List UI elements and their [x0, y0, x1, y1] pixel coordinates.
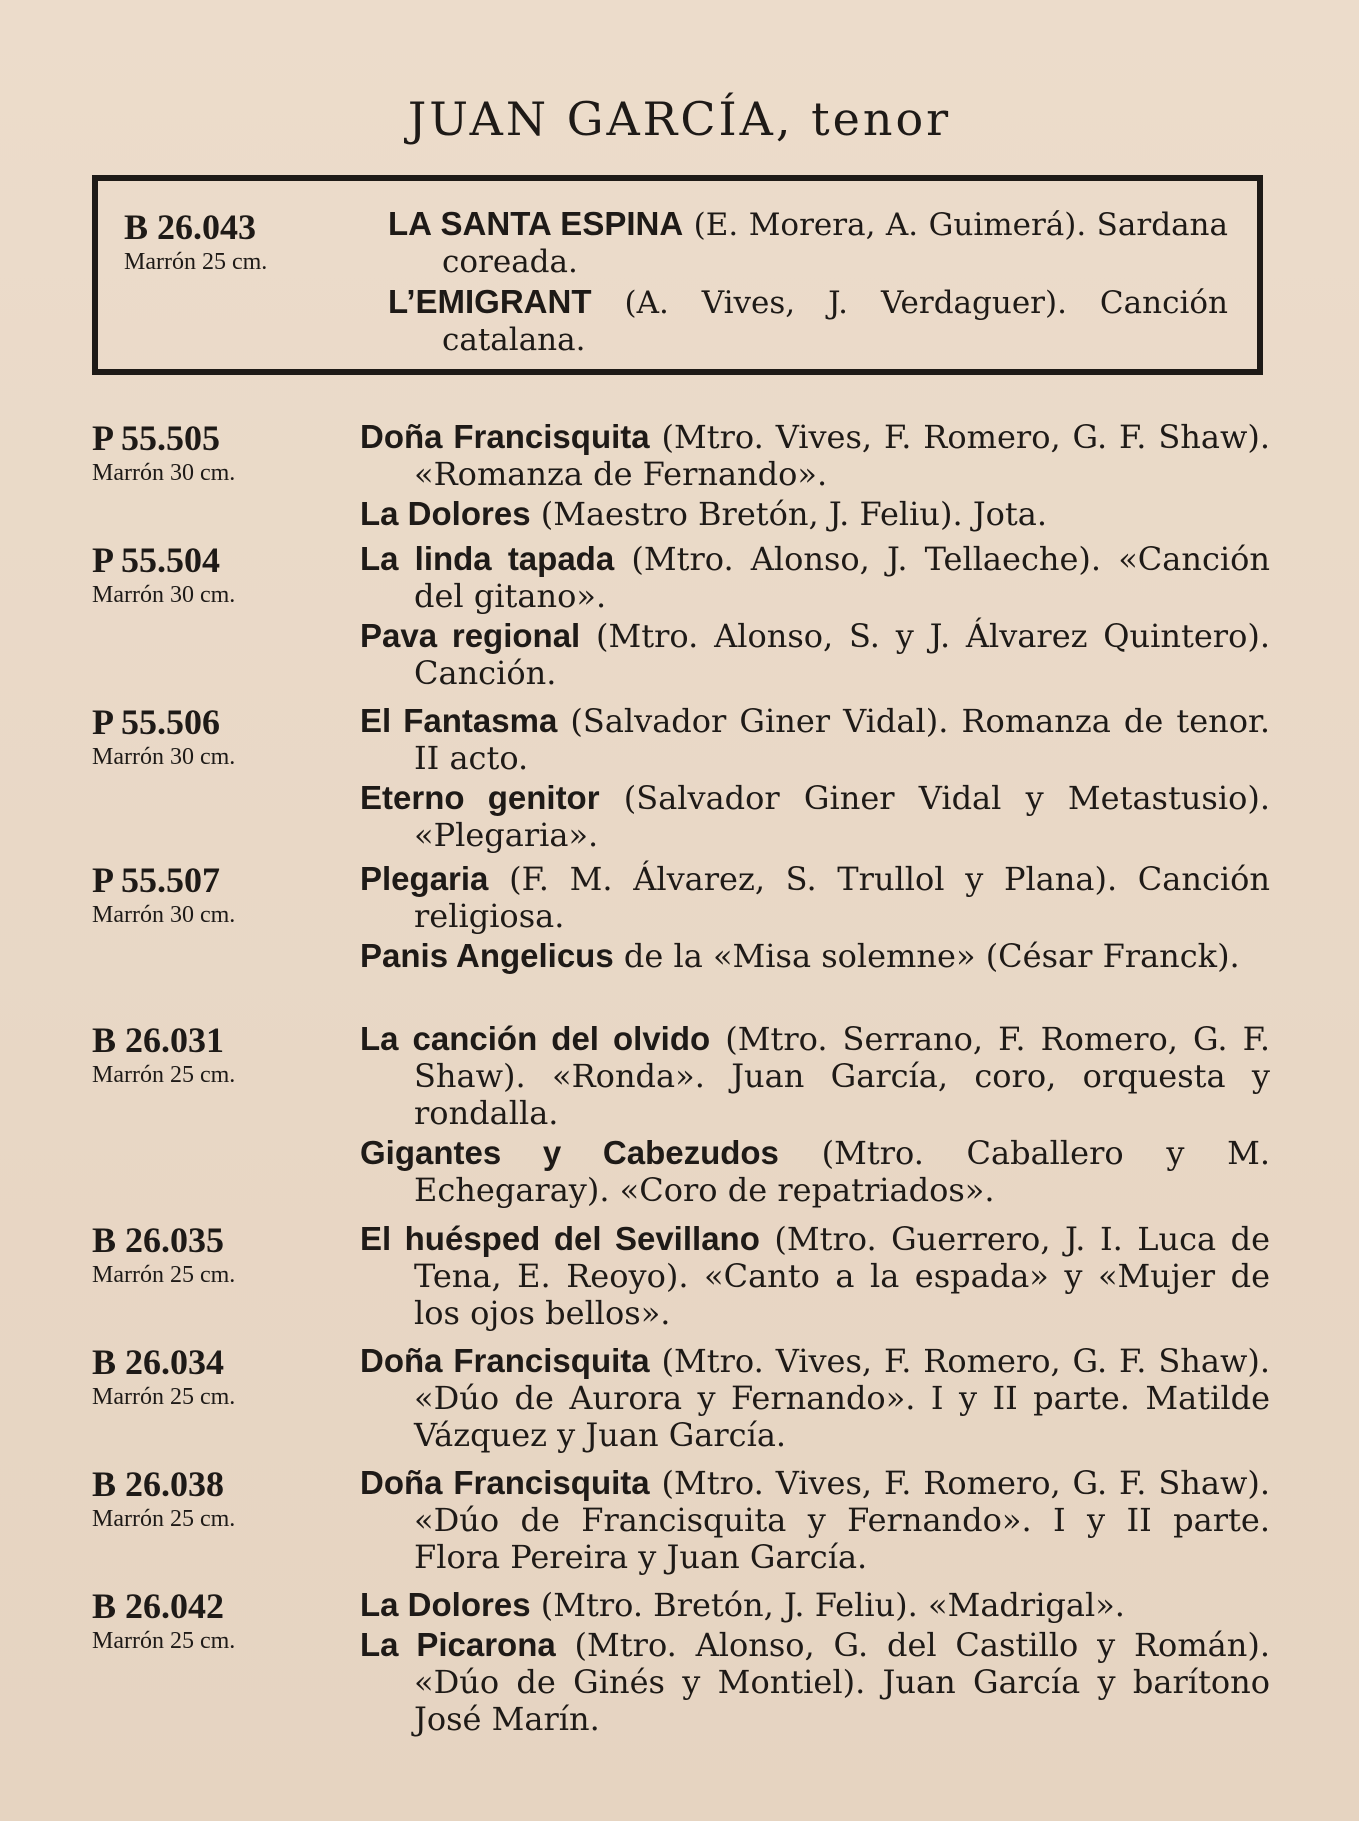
record-format: Marrón 30 cm. [92, 460, 236, 486]
song-entry [360, 1626, 1270, 1738]
song-title: La linda tapada [360, 540, 615, 577]
song-entry [360, 617, 1270, 692]
song-title: Doña Francisquita [360, 1342, 650, 1379]
song-title: Doña Francisquita [360, 418, 650, 455]
record-format: Marrón 25 cm. [92, 1262, 236, 1288]
song-details: (Mtro. Serrano, F. Romero, G. F. Shaw). «Ronda». Juan García, coro, orquesta y rondalla. [414, 1020, 1271, 1132]
song-entry [360, 1586, 1270, 1624]
record-format: Marrón 25 cm. [92, 1384, 236, 1410]
record-code [92, 540, 342, 610]
song-title: Panis Angelicus [360, 937, 614, 974]
record-format: Marrón 30 cm. [92, 902, 236, 928]
catalog-number: P 55.507 [92, 860, 221, 900]
song-entry [360, 1020, 1270, 1132]
record-description [360, 540, 1270, 694]
song-details: (Mtro. Bretón, J. Feliu). «Madrigal». [530, 1586, 1125, 1624]
record-code [92, 1020, 342, 1090]
song-entry [360, 860, 1270, 935]
song-entry [360, 495, 1270, 533]
record-code [92, 702, 342, 772]
song-details: (Mtro. Guerrero, J. I. Luca de Tena, E. Reoyo). «Canto a la espada» y «Mujer de los ojos bellos». [414, 1220, 1271, 1332]
catalog-number: B 26.031 [92, 1020, 225, 1060]
record-code [124, 207, 374, 277]
song-entry [388, 205, 1228, 281]
record-description [360, 1342, 1270, 1456]
catalog-number: B 26.043 [124, 207, 257, 247]
record-format: Marrón 25 cm. [92, 1506, 236, 1532]
record-description [360, 1464, 1270, 1578]
song-entry [360, 1220, 1270, 1332]
record-code [92, 1464, 342, 1534]
record-code [92, 1342, 342, 1412]
song-details: (Maestro Bretón, J. Feliu). Jota. [530, 495, 1048, 533]
record-description [360, 1020, 1270, 1211]
song-details: (F. M. Álvarez, S. Trullol y Plana). Canción religiosa. [414, 860, 1270, 935]
song-entry [360, 702, 1270, 777]
record-description [360, 1586, 1270, 1740]
song-title: Gigantes y Cabezudos [360, 1134, 779, 1171]
song-entry [360, 418, 1270, 493]
catalog-number: P 55.504 [92, 540, 221, 580]
song-title: La Dolores [360, 1586, 531, 1623]
song-title: La canción del olvido [360, 1020, 711, 1057]
record-code [92, 418, 342, 488]
song-title: Doña Francisquita [360, 1464, 650, 1501]
catalog-number: B 26.038 [92, 1464, 225, 1504]
song-title: Eterno genitor [360, 779, 600, 816]
record-format: Marrón 25 cm. [92, 1062, 236, 1088]
song-entry [360, 1342, 1270, 1454]
record-format: Marrón 25 cm. [124, 249, 268, 275]
song-details: (A. Vives, J. Verdaguer). Canción catalana. [442, 285, 1228, 358]
record-code [92, 1220, 342, 1290]
catalog-number: P 55.505 [92, 418, 221, 458]
song-details: de la «Misa solemne» (César Franck). [613, 937, 1240, 975]
song-details: (Mtro. Alonso, S. y J. Álvarez Quintero). Canción. [414, 617, 1271, 692]
page-title: JUAN GARCÍA, tenor [407, 92, 952, 146]
song-entry [388, 283, 1228, 359]
song-details: (Mtro. Caballero y M. Echegaray). «Coro de repatriados». [414, 1134, 1270, 1209]
song-details: (Mtro. Alonso, J. Tellaeche). «Canción del gitano». [414, 540, 1271, 615]
song-details: (Salvador Giner Vidal). Romanza de tenor. II acto. [414, 702, 1270, 777]
catalog-number: B 26.042 [92, 1586, 225, 1626]
record-format: Marrón 25 cm. [92, 1628, 236, 1654]
song-title: El Fantasma [360, 702, 558, 739]
record-description [360, 418, 1270, 535]
catalog-number: B 26.034 [92, 1342, 225, 1382]
record-description [388, 205, 1228, 361]
song-entry [360, 1134, 1270, 1209]
song-details: (Mtro. Vives, F. Romero, G. F. Shaw). «Dúo de Francisquita y Fernando». I y II parte. Flora Pereira y Juan García. [414, 1464, 1270, 1576]
catalog-number: P 55.506 [92, 702, 221, 742]
song-details: (E. Morera, A. Guimerá). Sardana coreada. [442, 207, 1228, 280]
song-title: La Dolores [360, 495, 531, 532]
record-format: Marrón 30 cm. [92, 744, 236, 770]
song-title: Plegaria [360, 860, 489, 897]
song-details: (Mtro. Alonso, G. del Castillo y Román). «Dúo de Ginés y Montiel). Juan García y barítono José Marín. [414, 1626, 1271, 1738]
record-code [92, 860, 342, 930]
record-description [360, 702, 1270, 856]
catalog-number: B 26.035 [92, 1220, 225, 1260]
song-title: L’EMIGRANT [388, 283, 592, 320]
song-entry [360, 937, 1270, 975]
song-entry [360, 1464, 1270, 1576]
song-entry [360, 540, 1270, 615]
entry-box-featured [92, 175, 1263, 375]
song-title: LA SANTA ESPINA [388, 205, 684, 242]
song-details: (Salvador Giner Vidal y Metastusio). «Plegaria». [414, 779, 1270, 854]
record-description [360, 1220, 1270, 1334]
song-entry [360, 779, 1270, 854]
record-code [92, 1586, 342, 1656]
song-title: La Picarona [360, 1626, 556, 1663]
record-format: Marrón 30 cm. [92, 582, 236, 608]
record-description [360, 860, 1270, 977]
song-title: El huésped del Sevillano [360, 1220, 760, 1257]
song-details: (Mtro. Vives, F. Romero, G. F. Shaw). «Romanza de Fernando». [414, 418, 1270, 493]
song-details: (Mtro. Vives, F. Romero, G. F. Shaw). «Dúo de Aurora y Fernando». I y II parte. Matilde Vázquez y Juan García. [414, 1342, 1270, 1454]
song-title: Pava regional [360, 617, 581, 654]
